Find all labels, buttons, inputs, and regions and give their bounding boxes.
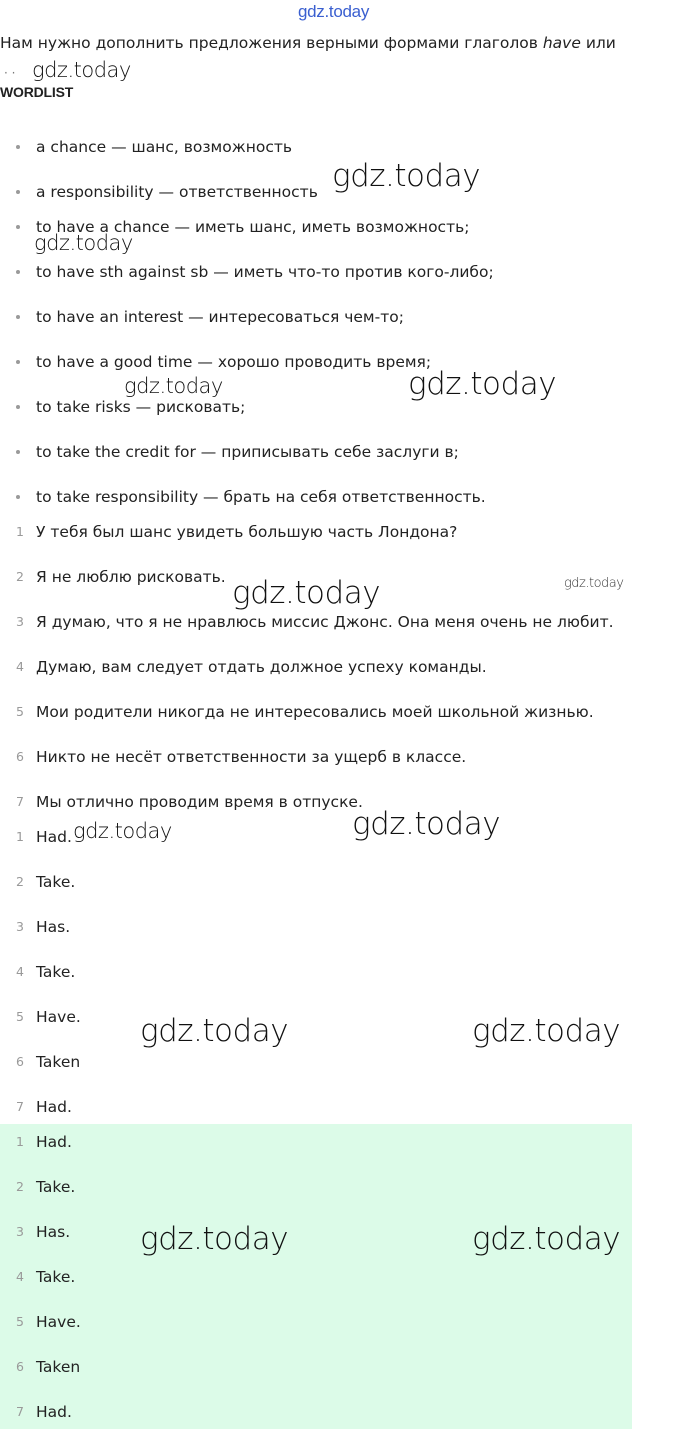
watermark: gdz.today [232,575,381,611]
item-number: 2 [16,569,24,584]
watermark: gdz.today [124,374,223,398]
item-number: 2 [16,1179,24,1194]
item-number: 2 [16,874,24,889]
answer-text: Take. [36,1178,76,1196]
wordlist-item-text: to have sth against sb — иметь что-то против кого-либо; [36,263,494,281]
watermark: gdz.today [73,819,172,843]
wordlist-item-text: to take the credit for — приписывать себе заслуги в; [36,443,459,461]
answer-text: Taken [36,1358,81,1376]
watermark: gdz.today [408,366,557,402]
translation-text: Никто не несёт ответственности за ущерб в классе. [36,748,467,766]
wordlist-item-text: to have an interest — интересоваться чем-то; [36,308,404,326]
item-number: 1 [16,829,24,844]
item-number: 3 [16,1224,24,1239]
wordlist-item-text: to have a good time — хорошо проводить время; [36,353,432,371]
answer-text: Take. [36,873,76,891]
bullet-icon [16,145,20,149]
intro-text-before: Нам нужно дополнить предложения верными формами глаголов [0,34,543,52]
answer-text: Had. [36,1403,72,1421]
item-number: 7 [16,1404,24,1419]
watermark: gdz.today [332,158,481,194]
translation-text: Мы отлично проводим время в отпуске. [36,793,363,811]
bullet-icon [16,360,20,364]
answer-text: Has. [36,1223,71,1241]
item-number: 7 [16,794,24,809]
translation-text: Я думаю, что я не нравлюсь миссис Джонс. Она меня очень не любит. [36,613,614,631]
bullet-icon [16,225,20,229]
watermark: gdz.today [140,1221,289,1257]
watermark: gdz.today [32,58,131,82]
wordlist-title: WORDLIST [0,84,74,100]
item-number: 6 [16,1359,24,1374]
answer-text: Has. [36,918,71,936]
intro-text-after: или [580,34,616,52]
intro-continuation: · · [4,66,16,80]
task-intro [0,34,616,52]
watermark: gdz.today [34,231,133,255]
bullet-icon [16,450,20,454]
answer-text: Had. [36,828,72,846]
item-number: 5 [16,704,24,719]
watermark: gdz.today [472,1013,621,1049]
bullet-icon [16,190,20,194]
item-number: 1 [16,524,24,539]
item-number: 5 [16,1314,24,1329]
bullet-icon [16,315,20,319]
item-number: 5 [16,1009,24,1024]
intro-italic-word: have [542,34,581,52]
wordlist-item-text: a chance — шанс, возможность [36,138,292,156]
item-number: 4 [16,1269,24,1284]
item-number: 1 [16,1134,24,1149]
item-number: 7 [16,1099,24,1114]
answer-text: Have. [36,1008,81,1026]
answer-text: Had. [36,1133,72,1151]
translation-text: Мои родители никогда не интересовались моей школьной жизнью. [36,703,594,721]
translation-text: Думаю, вам следует отдать должное успеху команды. [36,658,487,676]
answer-text: Had. [36,1098,72,1116]
item-number: 4 [16,659,24,674]
translation-text: У тебя был шанс увидеть большую часть Лондона? [36,523,458,541]
wordlist-item-text: to have a chance — иметь шанс, иметь возможность; [36,218,470,236]
watermark: gdz.today [140,1013,289,1049]
item-number: 6 [16,749,24,764]
answer-text: Take. [36,963,76,981]
bullet-icon [16,405,20,409]
translation-text: Я не люблю рисковать. [36,568,226,586]
wordlist-item-text: to take risks — рисковать; [36,398,246,416]
answer-text: Taken [36,1053,81,1071]
answer-text: Take. [36,1268,76,1286]
watermark: gdz.today [472,1221,621,1257]
highlighted-answers-box [0,1124,632,1429]
item-number: 3 [16,919,24,934]
watermark: gdz.today [564,576,624,591]
answer-text: Have. [36,1313,81,1331]
watermark: gdz.today [352,806,501,842]
site-logo[interactable]: gdz.today [298,2,370,21]
item-number: 3 [16,614,24,629]
bullet-icon [16,495,20,499]
wordlist-item-text: a responsibility — ответственность [36,183,318,201]
wordlist-item-text: to take responsibility — брать на себя ответственность. [36,488,486,506]
bullet-icon [16,270,20,274]
item-number: 6 [16,1054,24,1069]
item-number: 4 [16,964,24,979]
